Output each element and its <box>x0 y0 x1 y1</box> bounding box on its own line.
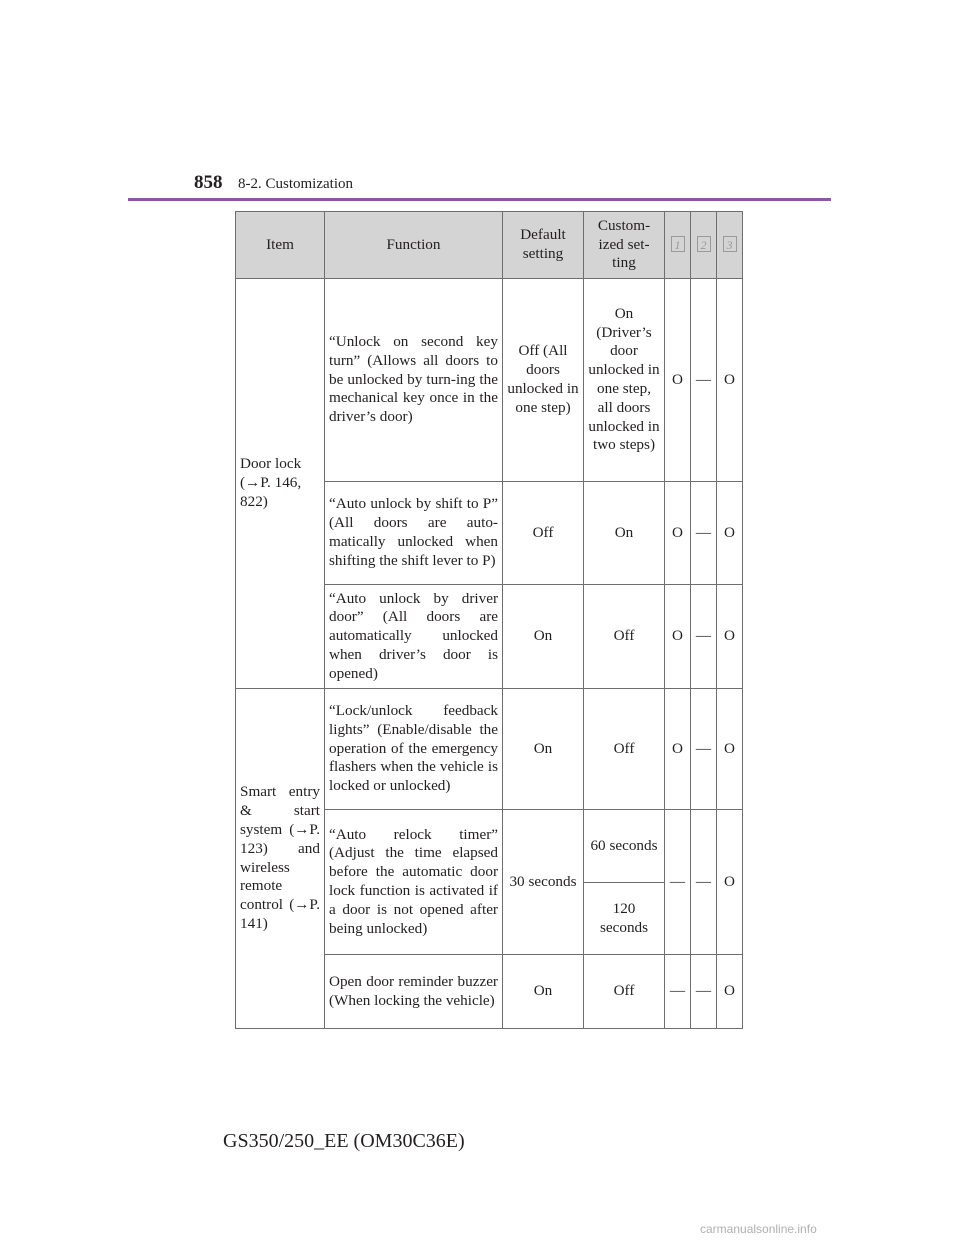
mark-cell-2: — <box>691 955 717 1029</box>
default-cell: On <box>503 689 584 810</box>
mark-cell-3: O <box>717 810 743 955</box>
customization-table <box>235 211 743 1029</box>
default-cell: On <box>503 585 584 689</box>
default-cell: Off (All doors unlocked in one step) <box>503 279 584 482</box>
mark-cell-1: — <box>665 810 691 955</box>
function-cell: “Auto unlock by shift to P” (All doors are auto-matically unlocked when shifting the shift lever to P) <box>325 482 503 585</box>
mark-cell-2: — <box>691 482 717 585</box>
mark-cell-3: O <box>717 955 743 1029</box>
custom-cell: 60 seconds <box>584 810 665 883</box>
function-cell: “Unlock on second key turn” (Allows all doors to be unlocked by turn-ing the mechanical key once in the driver’s door) <box>325 279 503 482</box>
mark-cell-2: — <box>691 585 717 689</box>
header-col-2 <box>691 212 717 279</box>
table-row <box>236 279 743 482</box>
default-cell: 30 seconds <box>503 810 584 955</box>
header-col-3 <box>717 212 743 279</box>
function-cell: “Auto unlock by driver door” (All doors are automatically unlocked when driver’s door is opened) <box>325 585 503 689</box>
mark-cell-2: — <box>691 810 717 955</box>
function-cell: Open door reminder buzzer (When locking the vehicle) <box>325 955 503 1029</box>
default-cell: Off <box>503 482 584 585</box>
header-rule <box>128 198 831 201</box>
custom-cell: On (Driver’s door unlocked in one step, all doors unlocked in two steps) <box>584 279 665 482</box>
mark-cell-1: O <box>665 482 691 585</box>
default-cell: On <box>503 955 584 1029</box>
header-function: Function <box>325 212 503 279</box>
mark-cell-1: O <box>665 689 691 810</box>
custom-cell: 120 seconds <box>584 883 665 955</box>
footer-model: GS350/250_EE (OM30C36E) <box>223 1130 465 1152</box>
number-1-icon: 1 <box>671 236 685 252</box>
mark-cell-2: — <box>691 689 717 810</box>
custom-cell: Off <box>584 689 665 810</box>
function-cell: “Lock/unlock feedback lights” (Enable/disable the operation of the emergency flashers when the vehicle is locked or unlocked) <box>325 689 503 810</box>
mark-cell-3: O <box>717 279 743 482</box>
section-title: 8-2. Customization <box>238 176 353 192</box>
header-default-setting: Default setting <box>503 212 584 279</box>
mark-cell-3: O <box>717 689 743 810</box>
custom-cell: Off <box>584 955 665 1029</box>
number-2-icon: 2 <box>697 236 711 252</box>
item-smart-entry: Smart entry & start system (→P. 123) and wireless remote control (→P. 141) <box>236 689 325 1029</box>
header-col-1 <box>665 212 691 279</box>
function-cell: “Auto relock timer” (Adjust the time elapsed before the automatic door lock function is activated if a door is not opened after being unlocked) <box>325 810 503 955</box>
custom-cell: Off <box>584 585 665 689</box>
header-customized-setting: Custom-ized set-ting <box>584 212 665 279</box>
header-item: Item <box>236 212 325 279</box>
mark-cell-1: — <box>665 955 691 1029</box>
mark-cell-1: O <box>665 585 691 689</box>
table-row <box>236 689 743 810</box>
mark-cell-1: O <box>665 279 691 482</box>
number-3-icon: 3 <box>723 236 737 252</box>
mark-cell-3: O <box>717 482 743 585</box>
custom-cell: On <box>584 482 665 585</box>
mark-cell-3: O <box>717 585 743 689</box>
page-number: 858 <box>194 172 223 193</box>
item-door-lock: Door lock (→P. 146, 822) <box>236 279 325 689</box>
mark-cell-2: — <box>691 279 717 482</box>
table-header-row <box>236 212 743 279</box>
watermark: carmanualsonline.info <box>700 1222 817 1236</box>
